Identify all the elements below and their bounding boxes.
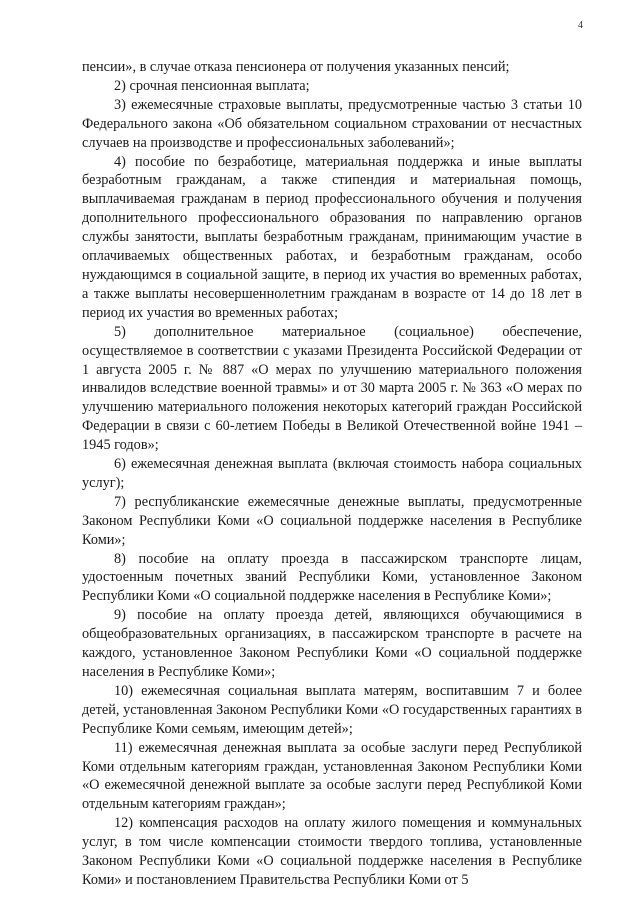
list-item-8: 8) пособие на оплату проезда в пассажирском транспорте лицам, удостоенным почетных званий Республики Коми, установленное Законом Республики Коми «О социальной поддержке населения в Республике Коми»; xyxy=(82,550,582,605)
list-item-4: 4) пособие по безработице, материальная поддержка и иные выплаты безработным гражданам, а также стипендия и материальная помощь, выплачиваемая гражданам в период профессионального обучения и получения дополнительного профессионального образования по направлению органов службы занятости, выплаты безработным гражданам, принимающим участие в оплачиваемых общественных работах, и безработным гражданам, особо нуждающимся в социальной защите, в период их участия во временных работах, а также выплаты несовершеннолетним гражданам в возрасте от 14 до 18 лет в период их участия во временных работах; xyxy=(82,153,582,321)
list-item-3: 3) ежемесячные страховые выплаты, предусмотренные частью 3 статьи 10 Федерального закона «Об обязательном социальном страховании от несчастных случаев на производстве и профессиональных заболеваний»; xyxy=(82,96,582,151)
list-item-5: 5) дополнительное материальное (социальное) обеспечение, осуществляемое в соответствии с указами Президента Российской Федерации от 1 августа 2005 г. № 887 «О мерах по улучшению материального положения инвалидов вследствие военной травмы» и от 30 марта 2005 г. № 363 «О мерах по улучшению материального положения некоторых категорий граждан Российской Федерации в связи с 60-летием Победы в Великой Отечественной войне 1941 – 1945 годов»; xyxy=(82,323,582,454)
list-item-12: 12) компенсация расходов на оплату жилого помещения и коммунальных услуг, в том числе компенсации стоимости твердого топлива, установленные Законом Республики Коми «О социальной поддержке населения в Республике Коми» и постановлением Правительства Республики Коми от 5 xyxy=(82,815,582,888)
document-body xyxy=(82,58,582,890)
list-item-6: 6) ежемесячная денежная выплата (включая стоимость набора социальных услуг); xyxy=(82,456,582,491)
list-item-7: 7) республиканские ежемесячные денежные выплаты, предусмотренные Законом Республики Коми «О социальной поддержке населения в Республике Коми»; xyxy=(82,493,582,548)
list-item-10: 10) ежемесячная социальная выплата матерям, воспитавшим 7 и более детей, установленная Законом Республики Коми «О государственных гарантиях в Республике Коми семьям, имеющим детей»; xyxy=(82,682,582,737)
paragraph-continuation: пенсии», в случае отказа пенсионера от получения указанных пенсий; xyxy=(82,59,510,75)
page-number: 4 xyxy=(578,20,583,31)
list-item-9: 9) пособие на оплату проезда детей, являющихся обучающимися в общеобразовательных организациях, в пассажирском транспорте в расчете на каждого, установленное Законом Республики Коми «О социальной поддержке населения в Республике Коми»; xyxy=(82,607,582,680)
list-item-2: 2) срочная пенсионная выплата; xyxy=(114,77,310,94)
list-item-11: 11) ежемесячная денежная выплата за особые заслуги перед Республикой Коми отдельным категориям граждан, установленная Законом Республики Коми «О ежемесячной денежной выплате за особые заслуги перед Республикой Коми отдельным категориям граждан»; xyxy=(82,739,582,813)
